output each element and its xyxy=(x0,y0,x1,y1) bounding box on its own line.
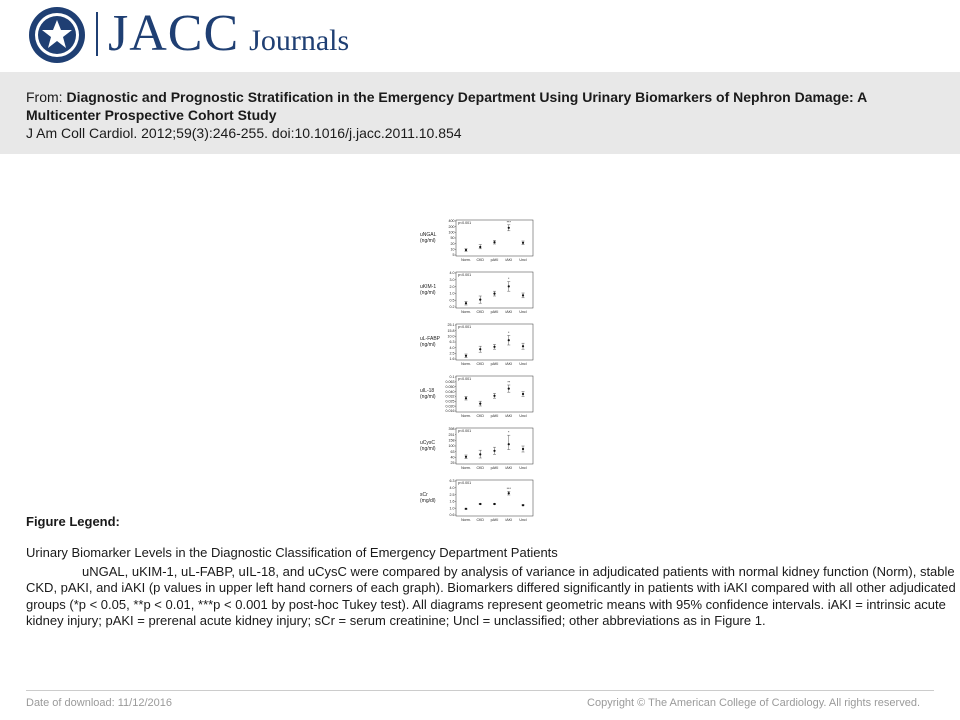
group-label: Uncl xyxy=(519,466,527,470)
panel-tick-label: 158 xyxy=(448,438,455,443)
legend-body: uNGAL, uKIM-1, uL-FABP, uIL-18, and uCysC were compared by analysis of variance in adjudicated patients with normal kidney function (Norm), stable CKD, pAKI, and iAKI (p values in upper left hand corners of each graph). Biomarkers differed significantly in patients with iAKI compared with all other adjudicated groups (*p < 0.05, **p < 0.01, ***p < 0.001 by post-hoc Tukey test). All diagrams represent geometric means with 95% confidence intervals. iAKI = intrinsic acute kidney injury; pAKI = prerenal acute kidney injury; sCr = serum creatinine; Uncl = unclassified; other abbreviations as in Figure 1. xyxy=(26,564,956,629)
panel-tick-label: 398 xyxy=(448,427,455,432)
group-label: Uncl xyxy=(519,518,527,522)
panel-tick-label: 3.0 xyxy=(449,278,455,282)
data-point xyxy=(493,503,495,505)
significance-star: *** xyxy=(506,220,511,225)
panel-tick-label: 20 xyxy=(450,241,455,246)
group-label: Norm. xyxy=(461,466,471,470)
group-label: iAKI xyxy=(505,414,513,418)
panel-tick-label: 10.0 xyxy=(447,334,455,339)
panel-pvalue: p<0.001 xyxy=(458,325,472,329)
citation xyxy=(26,88,906,142)
data-point xyxy=(465,355,467,357)
panel-tick-label: 100 xyxy=(448,230,455,235)
data-point xyxy=(522,242,524,244)
group-label: CKD xyxy=(476,466,485,470)
panel-yunit: (ng/ml) xyxy=(420,290,436,296)
group-label: Norm. xyxy=(461,258,471,262)
significance-star: * xyxy=(508,330,510,335)
panel-ylabel: uKIM-1 xyxy=(420,284,437,290)
panel-tick-label: 6.3 xyxy=(449,479,455,484)
panel-tick-label: 100 xyxy=(448,444,455,449)
group-label: Norm. xyxy=(461,362,471,366)
significance-star: ** xyxy=(507,380,511,385)
panel-frame xyxy=(456,428,533,464)
legend-heading: Figure Legend: xyxy=(26,514,120,529)
footer-divider xyxy=(26,690,934,691)
panel-frame xyxy=(456,324,533,360)
group-label: Uncl xyxy=(519,310,527,314)
data-point xyxy=(508,227,510,229)
data-point xyxy=(522,294,524,296)
panel-tick-label: 0.040 xyxy=(445,389,455,394)
article-reference: J Am Coll Cardiol. 2012;59(3):246-255. doi:10.1016/j.jacc.2011.10.854 xyxy=(26,125,462,141)
data-point xyxy=(465,249,467,251)
data-point xyxy=(493,293,495,295)
panel-yunit: (mg/dl) xyxy=(420,498,436,504)
group-label: Norm. xyxy=(461,518,471,522)
data-point xyxy=(508,388,510,390)
data-point xyxy=(479,403,481,405)
data-point xyxy=(508,443,510,445)
panel-tick-label: 0.2 xyxy=(449,305,455,310)
panel-tick-label: 1.6 xyxy=(449,357,455,362)
panel-ylabel: uL-FABP xyxy=(420,336,441,342)
panel-ylabel: uNGAL xyxy=(420,232,437,238)
data-point xyxy=(522,504,524,506)
data-point xyxy=(522,448,524,450)
data-point xyxy=(522,345,524,347)
group-label: iAKI xyxy=(505,362,513,366)
data-point xyxy=(493,450,495,452)
data-point xyxy=(493,241,495,243)
panel-tick-label: 1.0 xyxy=(449,506,455,511)
panel-tick-label: 0.020 xyxy=(445,404,455,409)
journal-logo xyxy=(108,4,349,63)
panel-tick-label: 0.016 xyxy=(445,409,455,414)
panel-pvalue: p<0.001 xyxy=(458,429,472,433)
panel-tick-label: 400 xyxy=(448,219,455,224)
group-label: pAKI xyxy=(490,258,499,262)
data-point xyxy=(465,302,467,304)
significance-star: * xyxy=(508,430,510,435)
panel-ylabel: uIL-18 xyxy=(420,388,435,394)
panel-frame xyxy=(456,220,533,256)
panel-tick-label: 2.5 xyxy=(449,351,455,356)
panel-tick-label: 5 xyxy=(452,253,455,258)
panel-tick-label: 0.032 xyxy=(445,394,455,399)
group-label: Uncl xyxy=(519,362,527,366)
panel-tick-label: 6.3 xyxy=(449,340,455,345)
logo-journals: Journals xyxy=(249,24,350,57)
panel-yunit: (ng/ml) xyxy=(420,446,436,452)
journal-header xyxy=(0,0,960,70)
group-label: CKD xyxy=(476,362,485,366)
panel-tick-label: 4.0 xyxy=(449,345,455,350)
download-date: Date of download: 11/12/2016 xyxy=(26,697,172,709)
panel-tick-label: 0.6 xyxy=(449,513,455,518)
panel-pvalue: p<0.001 xyxy=(458,481,472,485)
panel-tick-label: 0.025 xyxy=(445,399,455,404)
data-point xyxy=(493,395,495,397)
panel-tick-label: 200 xyxy=(448,224,455,229)
group-label: pAKI xyxy=(490,362,499,366)
panel-tick-label: 63 xyxy=(450,449,455,454)
group-label: pAKI xyxy=(490,414,499,418)
group-label: Norm. xyxy=(461,310,471,314)
panel-tick-label: 25 xyxy=(450,461,455,466)
acc-seal-icon xyxy=(28,6,86,64)
significance-star: * xyxy=(508,277,510,282)
panel-tick-label: 15.8 xyxy=(447,328,455,333)
group-label: pAKI xyxy=(490,310,499,314)
copyright: Copyright © The American College of Cardiology. All rights reserved. xyxy=(587,697,920,709)
data-point xyxy=(508,285,510,287)
from-label: From: xyxy=(26,89,63,105)
panel-ylabel: sCr xyxy=(420,492,428,498)
group-label: CKD xyxy=(476,414,485,418)
panel-tick-label: 0.063 xyxy=(445,380,455,385)
panel-tick-label: 40 xyxy=(450,455,455,460)
panel-pvalue: p<0.001 xyxy=(458,273,472,277)
group-label: Uncl xyxy=(519,258,527,262)
panel-tick-label: 4.0 xyxy=(449,486,455,490)
data-point xyxy=(479,348,481,350)
group-label: pAKI xyxy=(490,466,499,470)
data-point xyxy=(522,393,524,395)
panel-tick-label: 1.0 xyxy=(449,291,455,296)
biomarker-figure xyxy=(418,214,536,526)
panel-tick-label: 251 xyxy=(448,432,455,437)
panel-tick-label: 4.0 xyxy=(449,271,455,276)
data-point xyxy=(493,346,495,348)
panel-yunit: (ng/ml) xyxy=(420,238,436,244)
panel-tick-label: 25.1 xyxy=(447,323,455,328)
group-label: CKD xyxy=(476,518,485,522)
group-label: Norm. xyxy=(461,414,471,418)
article-title[interactable]: Diagnostic and Prognostic Stratification in the Emergency Department Using Urinary Biomarkers of Nephron Damage: A Multicenter Prospective Cohort Study xyxy=(26,89,867,123)
group-label: Uncl xyxy=(519,414,527,418)
data-point xyxy=(465,508,467,510)
data-point xyxy=(479,503,481,505)
data-point xyxy=(479,453,481,455)
panel-frame xyxy=(456,480,533,516)
panel-yunit: (ng/ml) xyxy=(420,394,436,400)
data-point xyxy=(465,397,467,399)
panel-tick-label: 0.5 xyxy=(449,298,455,303)
group-label: iAKI xyxy=(505,518,513,522)
legend-subtitle: Urinary Biomarker Levels in the Diagnostic Classification of Emergency Department Patients xyxy=(26,545,558,560)
data-point xyxy=(479,299,481,301)
group-label: CKD xyxy=(476,258,485,262)
panel-tick-label: 2.5 xyxy=(449,492,455,497)
group-label: pAKI xyxy=(490,518,499,522)
panel-tick-label: 0.1 xyxy=(449,375,455,380)
significance-star: *** xyxy=(506,486,511,491)
panel-tick-label: 50 xyxy=(450,236,455,241)
panel-frame xyxy=(456,272,533,308)
data-point xyxy=(508,492,510,494)
group-label: iAKI xyxy=(505,258,513,262)
data-point xyxy=(508,339,510,341)
logo-jacc: JACC xyxy=(108,5,240,62)
panel-pvalue: p<0.001 xyxy=(458,221,472,225)
data-point xyxy=(465,456,467,458)
panel-ylabel: uCysC xyxy=(420,440,436,446)
logo-divider xyxy=(96,12,98,56)
group-label: iAKI xyxy=(505,310,513,314)
panel-pvalue: p<0.001 xyxy=(458,377,472,381)
group-label: CKD xyxy=(476,310,485,314)
panel-yunit: (ng/ml) xyxy=(420,342,436,348)
group-label: iAKI xyxy=(505,466,513,470)
panel-tick-label: 0.050 xyxy=(445,384,455,389)
panel-tick-label: 2.0 xyxy=(449,284,455,289)
panel-tick-label: 10 xyxy=(450,247,455,252)
data-point xyxy=(479,246,481,248)
panel-tick-label: 1.6 xyxy=(449,499,455,504)
